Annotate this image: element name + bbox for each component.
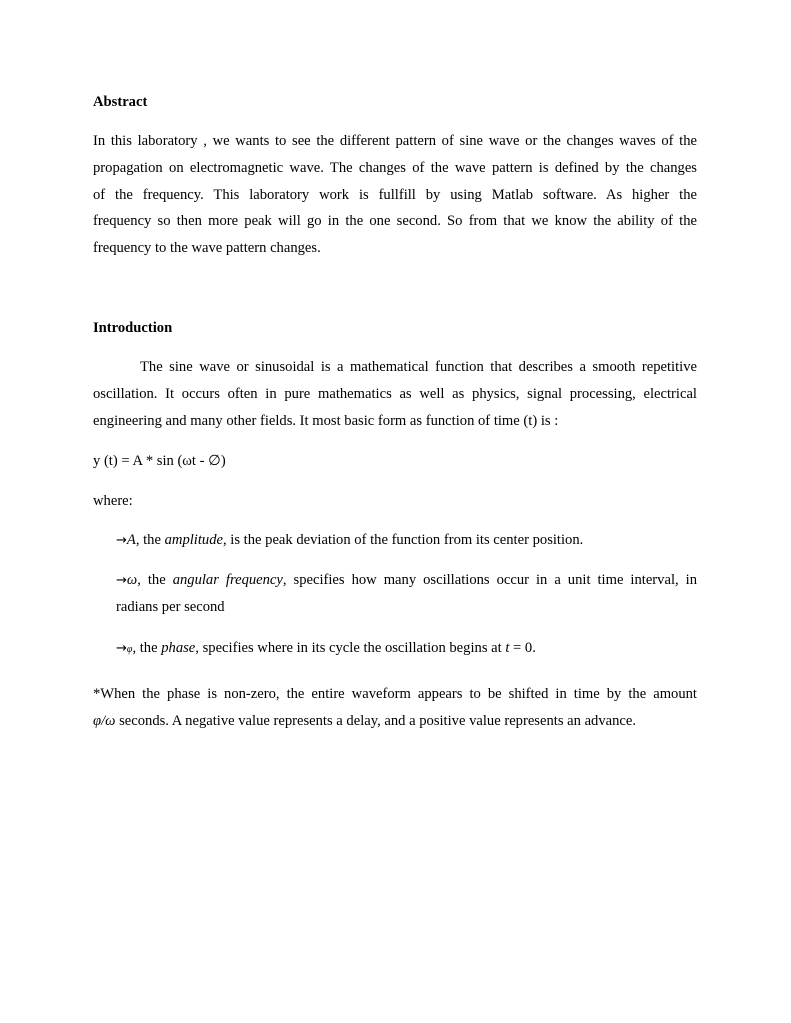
intro-line-1: The sine wave or sinusoidal is a mathematical function that describes a smooth repetitive <box>140 359 697 375</box>
abstract-line-4: frequency so then more peak will go in the one second. So from that we know the ability of the <box>93 213 697 230</box>
intro-line-3: engineering and many other fields. It most basic form as function of time (t) is : <box>93 412 559 429</box>
bullet-text: , the <box>132 640 162 656</box>
phi-symbol: φ <box>126 644 133 655</box>
bullet-text: , specifies how many oscillations occur in a unit time interval, in <box>282 572 697 588</box>
introduction-paragraph <box>93 354 697 434</box>
amplitude-term: amplitude <box>164 532 223 548</box>
bullet-text: , the <box>135 532 165 548</box>
omega-symbol: ω <box>126 572 138 588</box>
bullet-line-2: radians per second <box>116 598 225 615</box>
abstract-line-5: frequency to the wave pattern changes. <box>93 240 321 257</box>
bullet-text: = 0. <box>509 640 536 656</box>
intro-line-2: oscillation. It occurs often in pure mathematics as well as physics, signal processing, electrical <box>93 385 697 402</box>
sine-formula: y (t) = A * sin (ωt - ∅) <box>93 453 226 469</box>
abstract-paragraph <box>93 128 697 262</box>
arrow-right-icon: → <box>116 573 127 588</box>
arrow-right-icon: → <box>116 641 127 656</box>
t-symbol: t <box>505 640 510 656</box>
note-line-1: *When the phase is non-zero, the entire waveform appears to be shifted in time by the amount <box>93 686 697 702</box>
abstract-line-1: In this laboratory , we wants to see the different pattern of sine wave or the changes waves of the <box>93 133 697 149</box>
introduction-heading: Introduction <box>93 320 173 336</box>
bullet-amplitude <box>116 527 697 555</box>
angular-frequency-term: angular frequency <box>172 572 283 588</box>
bullet-text: , the <box>137 572 173 588</box>
amplitude-symbol: A <box>126 532 136 548</box>
bullet-angular-frequency <box>116 567 697 621</box>
phase-note <box>93 681 697 735</box>
bullet-text: , specifies where in its cycle the oscillation begins at <box>195 640 506 656</box>
bullet-phase <box>116 635 697 664</box>
arrow-right-icon: → <box>116 533 127 548</box>
where-label: where: <box>93 493 133 509</box>
abstract-line-2: propagation on electromagnetic wave. The changes of the wave pattern is defined by the changes <box>93 159 697 176</box>
bullet-line <box>116 567 697 594</box>
note-text: seconds. A negative value represents a delay, and a positive value represents an advance. <box>115 712 637 729</box>
phase-term: phase <box>161 640 196 656</box>
phi-omega-symbol: φ/ω <box>93 712 116 729</box>
bullet-text: , is the peak deviation of the function from its center position. <box>222 532 584 548</box>
abstract-line-3: of the frequency. This laboratory work is fullfill by using Matlab software. As higher the <box>93 186 697 203</box>
abstract-heading: Abstract <box>93 94 148 110</box>
note-line-2 <box>93 708 697 735</box>
